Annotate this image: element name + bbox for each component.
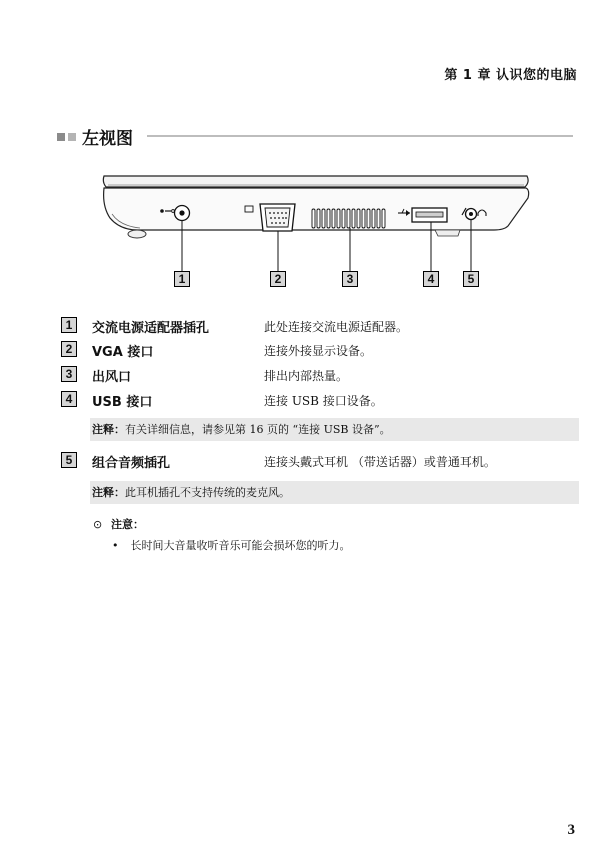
- item-term: 出风口: [92, 370, 132, 385]
- item-row: [61, 390, 577, 408]
- item-term: VGA 接口: [92, 345, 154, 360]
- item-row: [61, 451, 577, 469]
- callout-5: 5: [463, 271, 479, 287]
- caution-label: 注意：: [111, 518, 144, 531]
- item-term: 交流电源适配器插孔: [92, 321, 210, 336]
- callout-3: 3: [342, 271, 358, 287]
- heading-square-icon: [57, 133, 65, 141]
- note-label: 注释：: [92, 423, 125, 436]
- section-title: 左视图: [82, 129, 133, 149]
- page-number: 3: [567, 822, 575, 838]
- item-row: [61, 340, 577, 358]
- item-number: 4: [61, 391, 77, 407]
- item-description: 排出内部热量。: [264, 369, 349, 383]
- vent-grille-icon: [312, 209, 385, 228]
- note-box: [90, 418, 579, 441]
- heading-rule: [147, 135, 573, 137]
- item-term: 组合音频插孔: [92, 456, 171, 471]
- section-heading: [57, 124, 573, 149]
- note-label: 注释：: [92, 486, 125, 499]
- item-description: 连接外接显示设备。: [264, 344, 373, 358]
- item-description: 连接 USB 接口设备。: [264, 394, 383, 408]
- item-number: 1: [61, 317, 77, 333]
- heading-square-icon: [68, 133, 76, 141]
- callout-4: 4: [423, 271, 439, 287]
- note-box: [90, 481, 579, 504]
- item-row: [61, 316, 577, 334]
- bullet-icon: •: [112, 539, 119, 552]
- item-term: USB 接口: [92, 395, 153, 410]
- caution-bullet: [112, 537, 351, 553]
- item-number: 3: [61, 366, 77, 382]
- callout-1: 1: [174, 271, 190, 287]
- laptop-left-side-figure: [90, 168, 540, 298]
- caution-icon: ⊙: [93, 518, 103, 531]
- item-row: [61, 365, 577, 383]
- item-description: 连接头戴式耳机 （带送话器）或普通耳机。: [264, 455, 496, 469]
- caution-heading: [93, 516, 144, 532]
- note-text: 此耳机插孔不支持传统的麦克风。: [125, 486, 290, 499]
- item-description: 此处连接交流电源适配器。: [264, 320, 409, 334]
- caution-text: 长时间大音量收听音乐可能会损坏您的听力。: [130, 539, 351, 552]
- chapter-header: 第 1 章 认识您的电脑: [444, 68, 577, 83]
- note-text: 有关详细信息，请参见第 16 页的 “连接 USB 设备”。: [125, 423, 391, 436]
- item-number: 5: [61, 452, 77, 468]
- callout-2: 2: [270, 271, 286, 287]
- item-number: 2: [61, 341, 77, 357]
